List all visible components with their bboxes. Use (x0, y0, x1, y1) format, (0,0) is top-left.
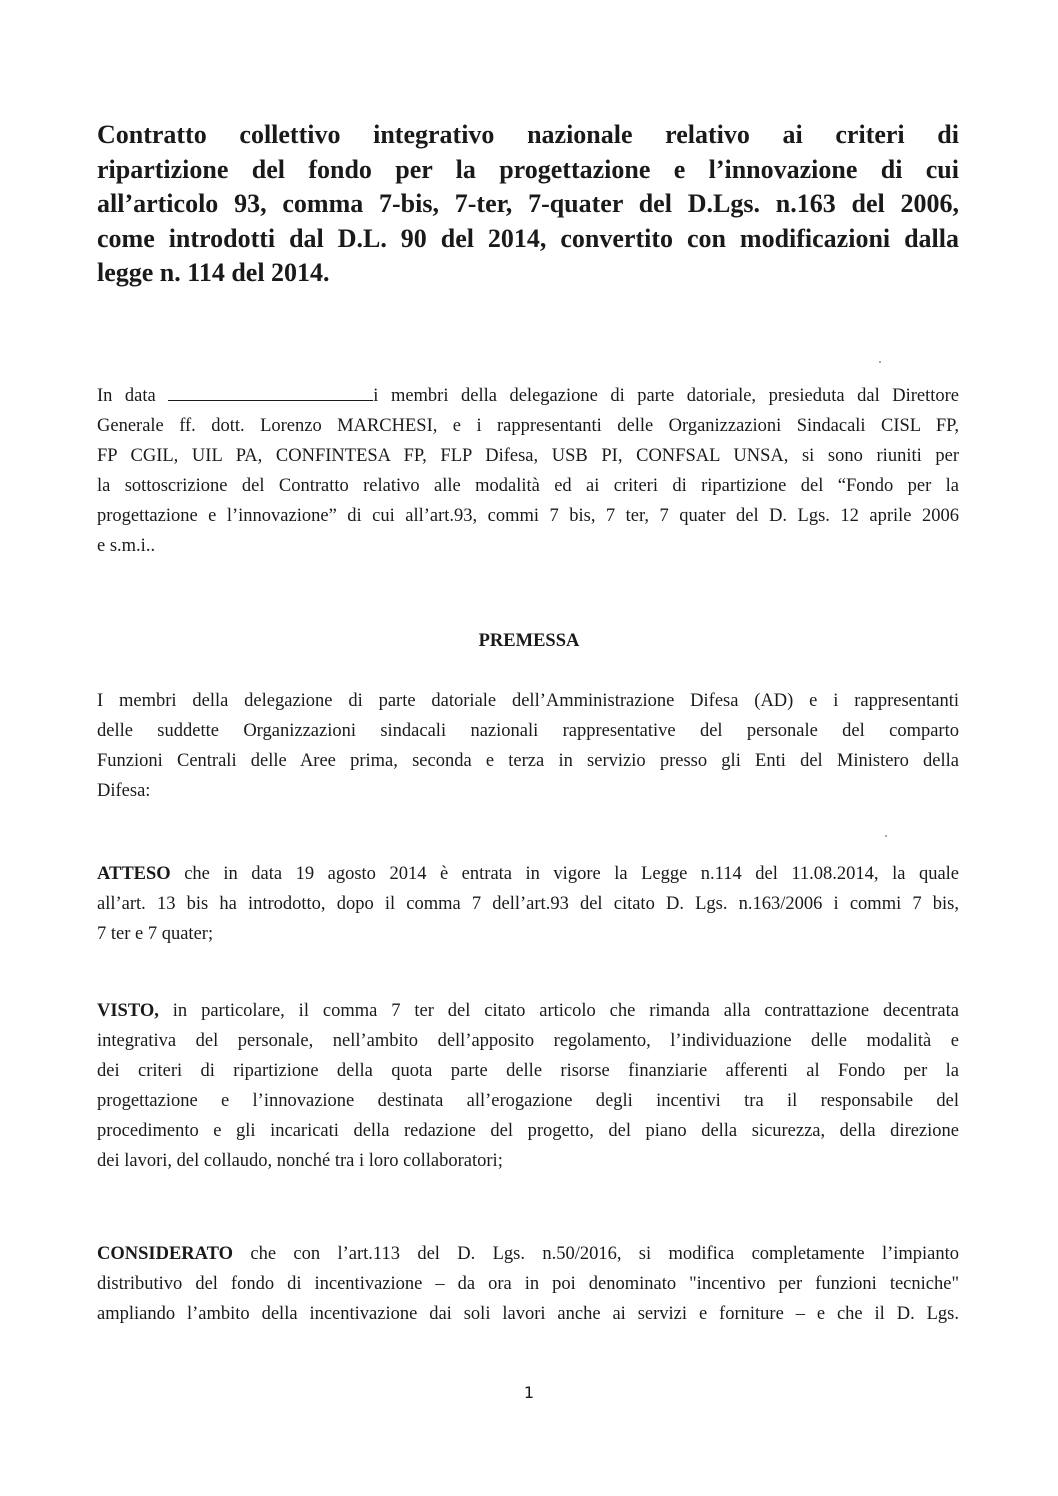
title-line: Contratto collettivo integrativo nazionale relativo ai criteri di (97, 120, 959, 149)
title-line: legge n. 114 del 2014. (97, 258, 330, 287)
atteso-first-text: che in data 19 agosto 2014 è entrata in vigore la Legge n.114 del 11.08.2014, la quale (184, 864, 960, 884)
scan-speck (885, 835, 887, 837)
premessa-paragraph (97, 686, 959, 806)
visto-line: integrativa del personale, nell’ambito dell’apposito regolamento, l’individuazione delle modalità e (97, 1031, 959, 1051)
considerato-line: ampliando l’ambito della incentivazione dai soli lavori anche ai servizi e forniture – e che il D. Lgs. (97, 1304, 959, 1324)
premessa-heading: PREMESSA (478, 631, 580, 651)
date-blank-line (168, 382, 373, 401)
considerato-line: distributivo del fondo di incentivazione – da ora in poi denominato "incentivo per funzioni tecniche" (97, 1274, 959, 1294)
scan-speck (879, 361, 881, 363)
visto-first-text: in particolare, il comma 7 ter del citato articolo che rimanda alla contrattazione decentrata (172, 1001, 959, 1021)
intro-line: progettazione e l’innovazione” di cui all’art.93, commi 7 bis, 7 ter, 7 quater del D. Lgs. 12 aprile 2006 (97, 506, 959, 526)
visto-first-line (97, 996, 959, 1026)
intro-line: Generale ff. dott. Lorenzo MARCHESI, e i rappresentanti delle Organizzazioni Sindacali CISL FP, (97, 416, 959, 436)
title-line: come introdotti dal D.L. 90 del 2014, convertito con modificazioni dalla (97, 223, 959, 253)
intro-first-line (97, 381, 959, 411)
title-line: all’articolo 93, comma 7-bis, 7-ter, 7-quater del D.Lgs. n.163 del 2006, (97, 189, 959, 218)
premessa-line: Difesa: (97, 781, 151, 801)
atteso-line: all’art. 13 bis ha introdotto, dopo il comma 7 dell’art.93 del citato D. Lgs. n.163/2006 i commi 7 bis, (97, 894, 959, 914)
visto-line: progettazione e l’innovazione destinata all’erogazione degli incentivi tra il responsabile del (97, 1091, 959, 1111)
considerato-keyword: CONSIDERATO (97, 1244, 234, 1264)
visto-line: procedimento e gli incaricati della redazione del progetto, del piano della sicurezza, della direzione (97, 1121, 959, 1141)
considerato-paragraph (97, 1239, 959, 1329)
intro-line: e s.m.i.. (97, 536, 156, 556)
premessa-line: delle suddette Organizzazioni sindacali nazionali rappresentative del personale del comparto (97, 721, 959, 741)
premessa-line: I membri della delegazione di parte datoriale dell’Amministrazione Difesa (AD) e i rappresentanti (97, 691, 959, 711)
intro-suffix: i membri della delegazione di parte datoriale, presieduta dal Direttore (373, 386, 960, 406)
intro-line: la sottoscrizione del Contratto relativo alle modalità ed ai criteri di ripartizione del “Fondo per la (97, 476, 959, 496)
considerato-first-line (97, 1239, 959, 1269)
intro-paragraph (97, 381, 959, 561)
intro-line: FP CGIL, UIL PA, CONFINTESA FP, FLP Difesa, USB PI, CONFSAL UNSA, si sono riuniti per (97, 446, 959, 466)
visto-line: dei criteri di ripartizione della quota parte delle risorse finanziarie afferenti al Fondo per la (97, 1061, 959, 1081)
visto-paragraph (97, 996, 959, 1176)
intro-prefix: In data (97, 386, 156, 406)
atteso-keyword: ATTESO (97, 864, 171, 884)
visto-line: dei lavori, del collaudo, nonché tra i loro collaboratori; (97, 1151, 503, 1171)
title-line: ripartizione del fondo per la progettazione e l’innovazione di cui (97, 154, 959, 184)
visto-keyword: VISTO, (97, 1001, 159, 1021)
atteso-line: 7 ter e 7 quater; (97, 924, 214, 944)
page-number: 1 (523, 1383, 535, 1402)
document-title (97, 118, 959, 291)
atteso-first-line (97, 859, 959, 889)
considerato-first-text: che con l’art.113 del D. Lgs. n.50/2016, si modifica completamente l’impianto (250, 1244, 960, 1264)
atteso-paragraph (97, 859, 959, 949)
premessa-line: Funzioni Centrali delle Aree prima, seconda e terza in servizio presso gli Enti del Ministero della (97, 751, 959, 771)
